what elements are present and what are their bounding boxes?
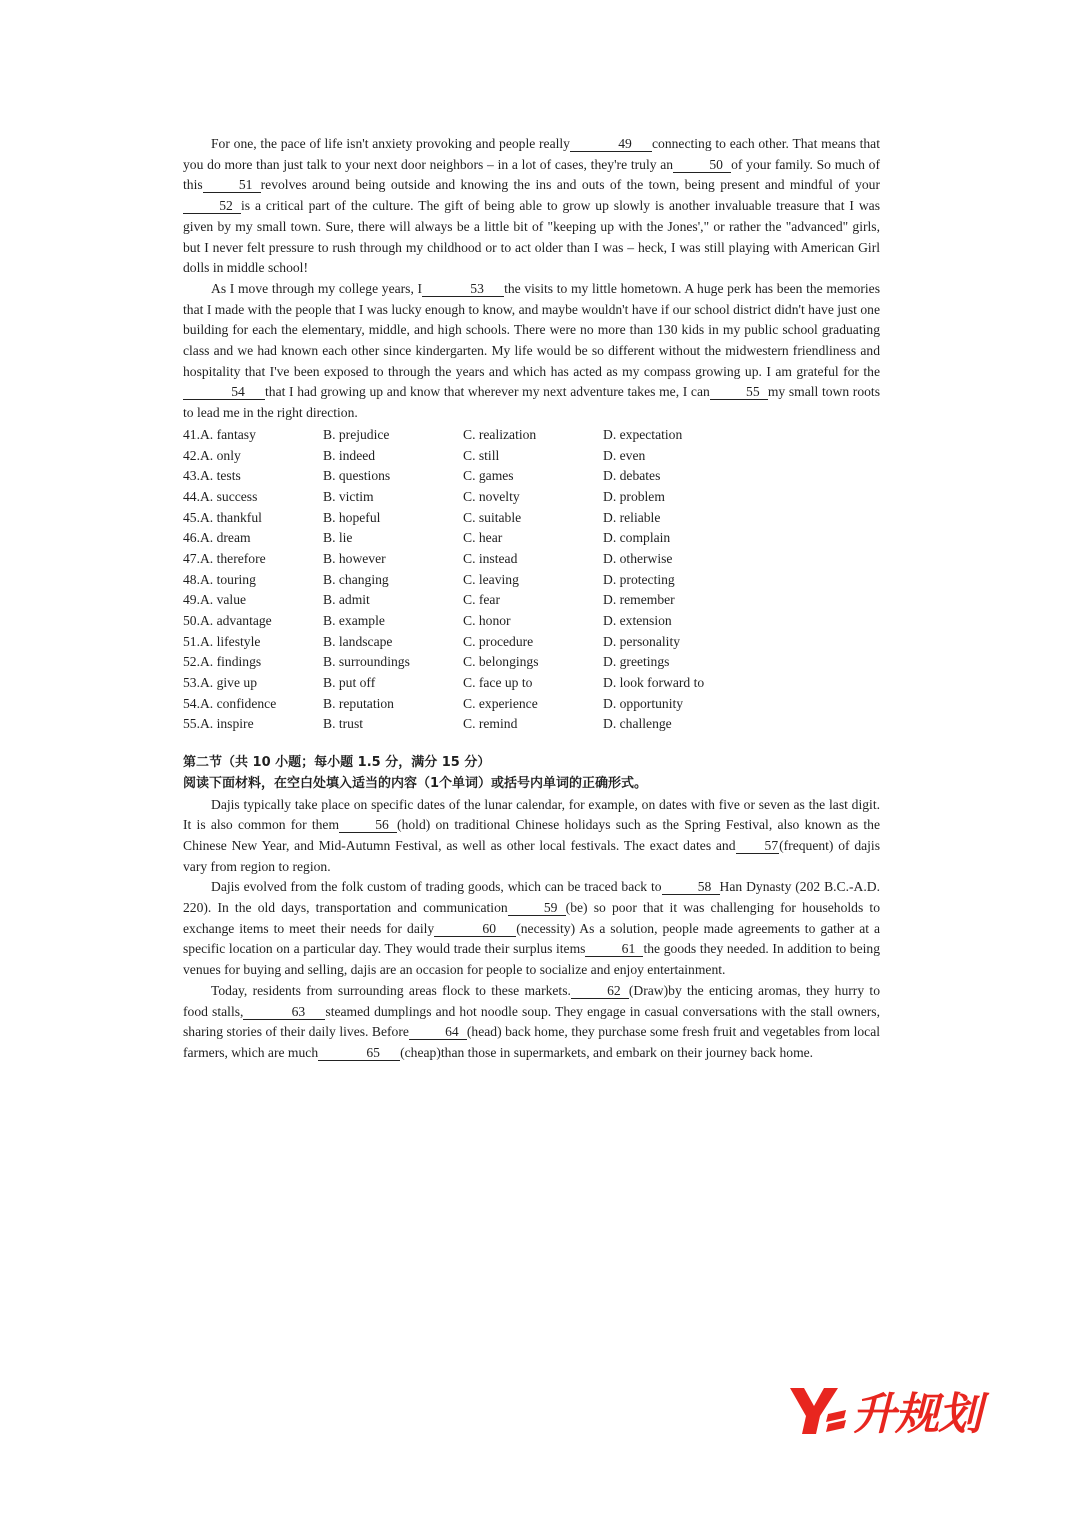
option-b: B. hopeful (323, 509, 381, 525)
option-d: D. opportunity (603, 695, 684, 711)
option-a: 51.A. lifestyle (183, 633, 261, 649)
option-c: C. procedure (463, 633, 534, 649)
option-c: C. honor (463, 613, 511, 629)
option-row (183, 425, 880, 446)
option-row (183, 487, 880, 508)
option-b: B. questions (323, 468, 391, 484)
passage-text: the goods they needed. In addition to being venues for buying and selling, dajis are an occasion for people to socialize and enjoy entertainment. (183, 941, 880, 978)
blank-64: 64 (409, 1024, 467, 1040)
passage-text: that I had growing up and know that wherever my next adventure takes me, I can (265, 384, 710, 400)
option-row (183, 590, 880, 611)
option-b: B. indeed (323, 447, 376, 463)
option-a: 55.A. inspire (183, 716, 254, 732)
option-b: B. victim (323, 488, 374, 504)
section-instruction: 阅读下面材料，在空白处填入适当的内容（1个单词）或括号内单词的正确形式。 (183, 775, 648, 791)
passage-text: (Draw)by the enticing aromas, they hurry to food stalls, (183, 982, 880, 1019)
option-a: 44.A. success (183, 488, 258, 504)
passage-text: my small town roots to lead me in the right direction. (183, 384, 880, 421)
option-row (183, 611, 880, 632)
option-c: C. novelty (463, 488, 520, 504)
option-b: B. prejudice (323, 426, 390, 442)
option-d: D. extension (603, 613, 672, 629)
passage-paragraph-4 (183, 877, 880, 981)
blank-63: 63 (243, 1004, 325, 1020)
option-d: D. reliable (603, 509, 661, 525)
option-c: C. face up to (463, 675, 533, 691)
passage-text: Han Dynasty (202 B.C.-A.D. 220). In the old days, transportation and communication (183, 879, 880, 916)
option-d: D. debates (603, 468, 661, 484)
section-heading: 第二节（共 10 小题；每小题 1.5 分，满分 15 分） (183, 755, 491, 771)
option-d: D. otherwise (603, 550, 673, 566)
option-c: C. fear (463, 592, 500, 608)
blank-56: 56 (339, 817, 397, 833)
option-a: 46.A. dream (183, 530, 251, 546)
option-row (183, 528, 880, 549)
option-d: D. expectation (603, 426, 683, 442)
option-c: C. realization (463, 426, 537, 442)
option-b: B. put off (323, 675, 376, 691)
brand-logo-text: 升规划 (852, 1389, 981, 1440)
blank-53: 53 (422, 281, 504, 297)
option-d: D. personality (603, 633, 681, 649)
option-row (183, 570, 880, 591)
passage-text: (be) so poor that it was challenging for households to exchange items to meet their needs for daily (183, 900, 880, 936)
option-c: C. suitable (463, 509, 522, 525)
option-a: 52.A. findings (183, 654, 262, 670)
y-mark-icon (788, 1384, 850, 1436)
option-c: C. leaving (463, 571, 519, 587)
option-d: D. complain (603, 530, 671, 546)
option-d: D. challenge (603, 716, 672, 732)
blank-54: 54 (183, 384, 265, 400)
option-row (183, 694, 880, 715)
blank-51: 51 (203, 177, 261, 193)
option-row (183, 446, 880, 467)
option-c: C. remind (463, 716, 518, 732)
option-b: B. trust (323, 716, 364, 732)
option-a: 41.A. fantasy (183, 426, 256, 442)
option-a: 50.A. advantage (183, 613, 272, 629)
option-b: B. changing (323, 571, 389, 587)
blank-50: 50 (673, 157, 731, 173)
passage-text: (hold) on traditional Chinese holidays such as the Spring Festival, also known as the Chinese New Year, and Mid-Autumn Festival, as well as other local festivals. The exact dates and (183, 817, 880, 853)
option-d: D. greetings (603, 654, 670, 670)
option-b: B. admit (323, 592, 370, 608)
option-d: D. remember (603, 592, 675, 608)
option-a: 53.A. give up (183, 675, 258, 691)
passage-text: of your family. So much of this (183, 156, 880, 193)
passage-paragraph-5 (183, 981, 880, 1064)
option-table (183, 425, 880, 735)
brand-logo (788, 1382, 981, 1438)
blank-65: 65 (318, 1045, 400, 1061)
option-c: C. experience (463, 695, 538, 711)
option-row (183, 632, 880, 653)
option-d: D. look forward to (603, 675, 705, 691)
passage-text: is a critical part of the culture. The gift of being able to grow up slowly is another invaluable treasure that I was given by my small town. Sure, there will always be a little bit of "keeping up with the Jones'," or rather the "advanced" girls, but I never felt pressure to rush through my childhood or to act older than I was – heck, I was still playing with American Girl dolls in middle school! (183, 198, 880, 276)
option-row (183, 652, 880, 673)
passage-text: (head) back home, they purchase some fresh fruit and vegetables from local farmers, which are much (183, 1024, 881, 1060)
option-c: C. games (463, 468, 514, 484)
passage-text: Dajis typically take place on specific dates of the lunar calendar, for example, on dates with five or seven as the last digit. It is also common for them (183, 796, 880, 833)
passage-text: Dajis evolved from the folk custom of trading goods, which can be traced back to (211, 879, 662, 895)
blank-58: 58 (662, 879, 720, 895)
blank-55: 55 (710, 384, 768, 400)
option-row (183, 508, 880, 529)
passage-text: steamed dumplings and hot noodle soup. They engage in casual conversations with the stall owners, sharing stories of their daily lives. Before (183, 1003, 880, 1040)
option-b: B. example (323, 613, 385, 629)
option-a: 48.A. touring (183, 571, 256, 587)
passage-text: (necessity) As a solution, people made agreements to gather at a specific location on a particular day. They would trade their surplus items (183, 920, 880, 957)
passage-paragraph-3 (183, 795, 880, 878)
option-a: 45.A. thankful (183, 509, 262, 525)
option-c: C. instead (463, 550, 518, 566)
option-row (183, 673, 880, 694)
passage-paragraph-1 (183, 134, 880, 279)
option-a: 54.A. confidence (183, 695, 277, 711)
option-b: B. however (323, 550, 386, 566)
option-a: 47.A. therefore (183, 550, 266, 566)
blank-52: 52 (183, 198, 241, 214)
blank-57: 57 (736, 838, 780, 854)
option-c: C. still (463, 447, 500, 463)
option-d: D. problem (603, 488, 665, 504)
passage-paragraph-2 (183, 279, 880, 424)
option-b: B. reputation (323, 695, 394, 711)
option-d: D. protecting (603, 571, 675, 587)
option-row (183, 549, 880, 570)
option-c: C. hear (463, 530, 503, 546)
option-b: B. surroundings (323, 654, 410, 670)
passage-text: As I move through my college years, I (211, 280, 423, 296)
blank-60: 60 (434, 921, 516, 937)
exam-page (183, 134, 880, 1064)
option-a: 43.A. tests (183, 468, 241, 484)
option-a: 42.A. only (183, 447, 241, 463)
blank-62: 62 (571, 983, 629, 999)
option-b: B. lie (323, 530, 353, 546)
passage-text: (cheap)than those in supermarkets, and embark on their journey back home. (400, 1045, 814, 1060)
blank-59: 59 (508, 900, 566, 916)
option-d: D. even (603, 447, 646, 463)
blank-61: 61 (585, 941, 643, 957)
passage-text: Today, residents from surrounding areas flock to these markets. (211, 982, 571, 998)
passage-text: (frequent) of dajis vary from region to region. (183, 837, 880, 874)
passage-text: revolves around being outside and knowing the ins and outs of the town, being present and mindful of your (260, 177, 880, 193)
option-a: 49.A. value (183, 592, 247, 608)
option-row (183, 466, 880, 487)
passage-text: the visits to my little hometown. A huge perk has been the memories that I made with the people that I was lucky enough to know, and maybe wouldn't have if our school district didn't have just one building for each the elementary, middle, and high schools. There were no more than 130 kids in my public school graduating class and we had known each other since kindergarten. My life would be so different without the midwestern friendliness and hospitality that I've been exposed to through the years and which has acted as my compass growing up. I am grateful for the (183, 280, 880, 379)
option-c: C. belongings (463, 654, 539, 670)
option-b: B. landscape (323, 633, 393, 649)
option-row (183, 714, 880, 735)
blank-49: 49 (570, 136, 652, 152)
passage-text: For one, the pace of life isn't anxiety provoking and people really (211, 136, 570, 151)
passage-text: connecting to each other. That means that you do more than just talk to your next door neighbors – in a lot of cases, they're truly an (183, 136, 880, 172)
